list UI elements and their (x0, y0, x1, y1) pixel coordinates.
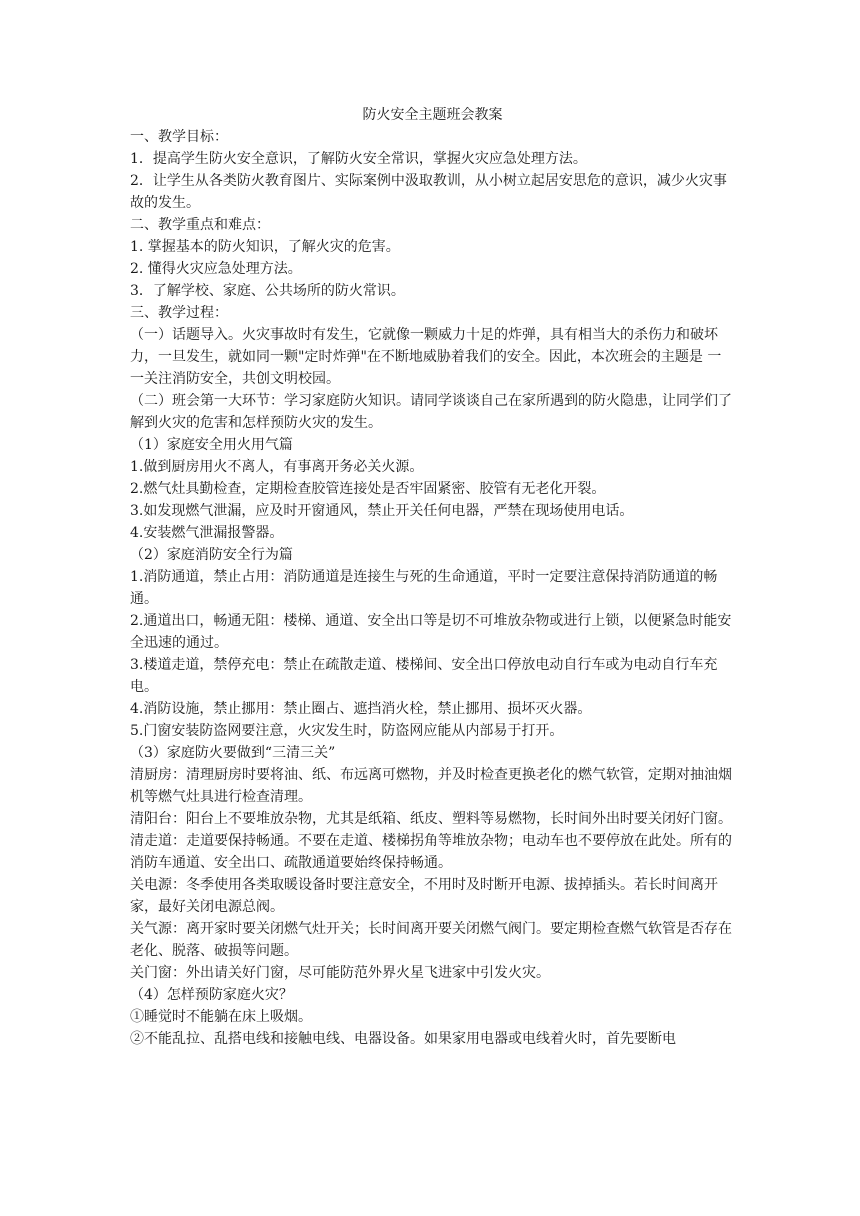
paragraph: （二）班会第一大环节：学习家庭防火知识。请同学谈谈自己在家所遇到的防火隐患，让同学们了解到火灾的危害和怎样预防火灾的发生。 (130, 393, 732, 431)
list-item: 1．提高学生防火安全意识，了解防火安全常识，掌握火灾应急处理方法。 (130, 151, 587, 167)
list-item: 2．让学生从各类防火教育图片、实际案例中汲取教训，从小树立起居安思危的意识，减少火灾事故的发生。 (130, 173, 727, 211)
paragraph: 关气源：离开家时要关闭燃气灶开关；长时间离开要关闭燃气阀门。要定期检查燃气软管是否存在老化、脱落、破损等问题。 (130, 921, 732, 959)
paragraph: 清阳台：阳台上不要堆放杂物，尤其是纸箱、纸皮、塑料等易燃物，长时间外出时要关闭好门窗。 (130, 811, 732, 827)
list-item: 5.门窗安装防盗网要注意，火灾发生时，防盗网应能从内部易于打开。 (130, 723, 564, 739)
list-item: 3.如发现燃气泄漏，应及时开窗通风，禁止开关任何电器，严禁在现场使用电话。 (130, 503, 634, 519)
section-heading: 三、教学过程： (130, 305, 228, 321)
paragraph: 关电源：冬季使用各类取暖设备时要注意安全，不用时及时断开电源、拔掉插头。若长时间离开家，最好关闭电源总阀。 (130, 877, 718, 915)
subsection-heading: （1）家庭安全用火用气篇 (130, 437, 293, 453)
list-item: 2.燃气灶具勤检查，定期检查胶管连接处是否牢固紧密、胶管有无老化开裂。 (130, 481, 606, 497)
paragraph: 关门窗：外出请关好门窗，尽可能防范外界火星飞进家中引发火灾。 (130, 965, 550, 981)
subsection-heading: （4）怎样预防家庭火灾？ (130, 987, 293, 1003)
list-item: 1.做到厨房用火不离人，有事离开务必关火源。 (130, 459, 424, 475)
document-body (130, 126, 735, 1050)
list-item: 3.楼道走道，禁停充电：禁止在疏散走道、楼梯间、安全出口停放电动自行车或为电动自行车充电。 (130, 657, 718, 695)
list-item: 3．了解学校、家庭、公共场所的防火常识。 (130, 283, 405, 299)
list-item: 2.通道出口，畅通无阻：楼梯、通道、安全出口等是切不可堆放杂物或进行上锁，以便紧急时能安全迅速的通过。 (130, 613, 732, 651)
list-item: ①睡觉时不能躺在床上吸烟。 (130, 1009, 312, 1025)
list-item: 1. 掌握基本的防火知识，了解火灾的危害。 (130, 239, 400, 255)
subsection-heading: （3）家庭防火要做到“三清三关” (130, 745, 336, 761)
document-page (130, 104, 735, 1050)
paragraph: 清走道：走道要保持畅通。不要在走道、楼梯拐角等堆放杂物；电动车也不要停放在此处。所有的消防车通道、安全出口、疏散通道要始终保持畅通。 (130, 833, 732, 871)
paragraph: 清厨房：清理厨房时要将油、纸、布远离可燃物，并及时检查更换老化的燃气软管，定期对抽油烟机等燃气灶具进行检查清理。 (130, 767, 732, 805)
paragraph: （一）话题导入。火灾事故时有发生，它就像一颗威力十足的炸弹，具有相当大的杀伤力和破坏力，一旦发生，就如同一颗"定时炸弹"在不断地威胁着我们的安全。因此，本次班会的主题是 一一关注消防安全，共创文明校园。 (130, 327, 722, 387)
list-item: ②不能乱拉、乱搭电线和接触电线、电器设备。如果家用电器或电线着火时，首先要断电 (130, 1031, 676, 1047)
section-heading: 一、教学目标： (130, 129, 228, 145)
section-heading: 二、教学重点和难点： (130, 217, 270, 233)
subsection-heading: （2）家庭消防安全行为篇 (130, 547, 293, 563)
list-item: 4.安装燃气泄漏报警器。 (130, 525, 284, 541)
list-item: 1.消防通道，禁止占用：消防通道是连接生与死的生命通道，平时一定要注意保持消防通道的畅通。 (130, 569, 718, 607)
list-item: 2. 懂得火灾应急处理方法。 (130, 261, 302, 277)
document-title: 防火安全主题班会教案 (362, 107, 503, 123)
list-item: 4.消防设施，禁止挪用：禁止圈占、遮挡消火栓，禁止挪用、损坏灭火器。 (130, 701, 592, 717)
